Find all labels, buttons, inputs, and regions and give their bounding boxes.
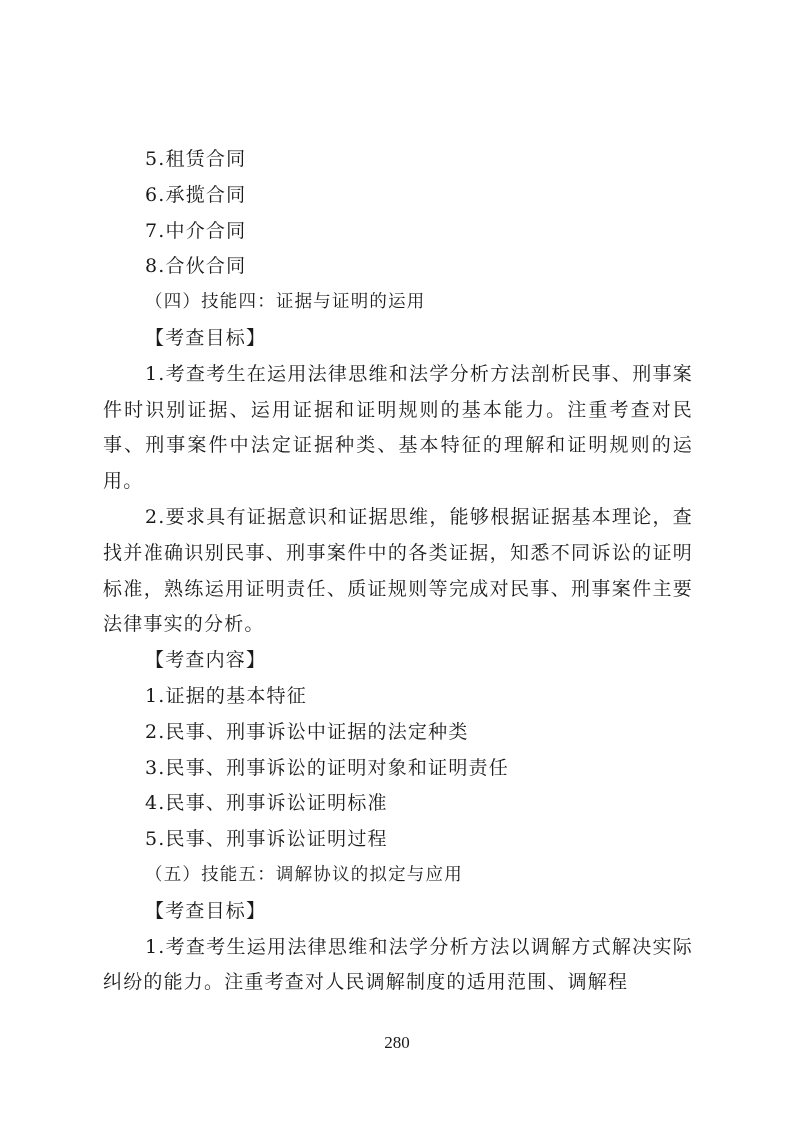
list-item: 7.中介合同	[145, 219, 247, 242]
paragraph: 1.考查考生在运用法律思维和法学分析方法剖析民事、刑事案件时识别证据、运用证据和证明规则的基本能力。注重考查对民事、刑事案件中法定证据种类、基本特征的理解和证明规则的运用。	[103, 362, 693, 493]
section-heading-skill4: （四）技能四：证据与证明的运用	[145, 292, 426, 313]
page-body	[103, 142, 693, 1001]
objective-label: 【考查目标】	[145, 326, 267, 349]
list-item: 8.合伙合同	[145, 255, 247, 278]
list-item: 1.证据的基本特征	[145, 684, 307, 707]
section-heading-skill5: （五）技能五：调解协议的拟定与应用	[145, 864, 463, 885]
page-number: 280	[384, 1033, 410, 1052]
skill5-section	[103, 858, 693, 1001]
list-item: 6.承揽合同	[145, 183, 247, 206]
list-item: 2.民事、刑事诉讼中证据的法定种类	[145, 720, 469, 743]
list-item: 4.民事、刑事诉讼证明标准	[145, 792, 388, 815]
paragraph: 2.要求具有证据意识和证据思维，能够根据证据基本理论，查找并准确识别民事、刑事案件中的各类证据，知悉不同诉讼的证明标准，熟练运用证明责任、质证规则等完成对民事、刑事案件主要法律事实的分析。	[103, 505, 693, 636]
contract-list	[103, 142, 693, 285]
skill4-section	[103, 285, 693, 858]
paragraph: 1.考查考生运用法律思维和法学分析方法以调解方式解决实际纠纷的能力。注重考查对人民调解制度的适用范围、调解程	[103, 935, 693, 994]
objective-label: 【考查目标】	[145, 899, 267, 922]
list-item: 5.民事、刑事诉讼证明过程	[145, 828, 388, 851]
list-item: 5.租赁合同	[145, 148, 247, 170]
content-label: 【考查内容】	[145, 649, 267, 672]
list-item: 3.民事、刑事诉讼的证明对象和证明责任	[145, 756, 509, 779]
